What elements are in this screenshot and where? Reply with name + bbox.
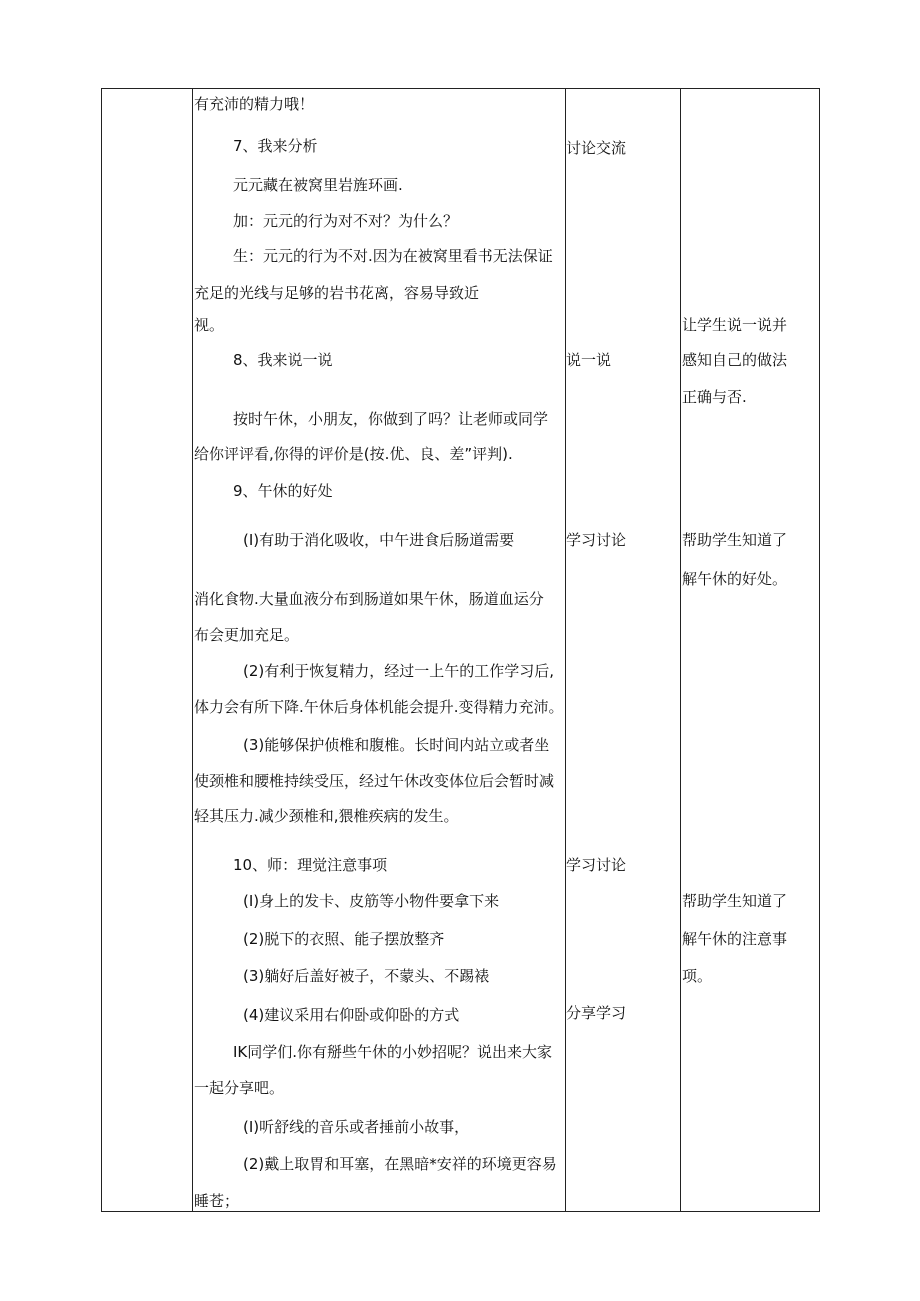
purpose-line: 解午休的好处。: [682, 570, 788, 588]
activity-label: 讨论交流: [566, 139, 627, 157]
content-line: 元元藏在被窝里岩旌环画.: [233, 176, 403, 194]
content-line: 体力会有所下降.午休后身体机能会提升.变得精力充沛。: [194, 698, 564, 716]
activity-label: 学习讨论: [566, 531, 627, 549]
content-line: (3)能够保护侦椎和腹椎。长时间内站立或者坐: [243, 736, 550, 754]
content-line: (2)脱下的衣照、能子摆放整齐: [243, 930, 445, 948]
purpose-line: 帮助学生知道了: [682, 531, 788, 549]
content-line: (I)身上的发卡、皮筋等小物件要拿下来: [243, 892, 500, 910]
purpose-line: 感知自己的做法: [682, 351, 788, 369]
section-heading: IK同学们.你有掰些午休的小妙招呢？说出来大家: [233, 1043, 553, 1061]
content-line: 有充沛的精力哦！: [194, 95, 315, 113]
section-heading: 10、师：理觉注意事项: [233, 856, 388, 874]
table-col-border-4: [680, 88, 681, 1212]
purpose-line: 项。: [682, 967, 713, 985]
purpose-line: 帮助学生知道了: [682, 892, 788, 910]
content-line: 视。: [194, 316, 225, 334]
content-line: (3)躺好后盖好被子，不蒙头、不踢裱: [243, 967, 490, 985]
table-col-border-3: [565, 88, 566, 1212]
table-col-border-2: [192, 88, 193, 1212]
content-line: 消化食物.大量血液分布到肠道如果午休，肠道血运分: [194, 590, 544, 608]
content-line: 加：元元的行为对不对？为什么？: [233, 212, 459, 230]
content-line: 充足的光线与足够的岩书花离，容易导致近: [194, 284, 480, 302]
table-top-border: [101, 88, 820, 89]
table-bottom-border: [101, 1211, 820, 1212]
content-line: 使颈椎和腰椎持续受压，经过午休改变体位后会暂时减: [194, 772, 555, 790]
section-heading: 7、我来分析: [233, 137, 318, 155]
content-line: 按时午休，小朋友，你做到了吗？让老师或同学: [233, 410, 549, 428]
content-line: 睡苍；: [194, 1192, 240, 1210]
activity-label: 分享学习: [566, 1004, 627, 1022]
content-line: (4)建议采用右仰卧或仰卧的方式: [243, 1006, 460, 1024]
table-col-border-5: [819, 88, 820, 1212]
content-line: 给你评评看,你得的评价是(按.优、良、差”评判).: [194, 445, 513, 463]
purpose-line: 正确与否.: [682, 388, 747, 406]
purpose-line: 让学生说一说并: [682, 316, 788, 334]
activity-label: 说一说: [566, 351, 612, 369]
table-col-border-1: [101, 88, 102, 1212]
purpose-line: 解午休的注意事: [682, 930, 788, 948]
section-heading: 9、午休的好处: [233, 482, 333, 500]
section-heading: 8、我来说一说: [233, 351, 333, 369]
content-line: 生：元元的行为不对.因为在被窝里看书无法保证: [233, 247, 553, 265]
content-line: 一起分享吧。: [194, 1079, 285, 1097]
content-line: 布会更加充足。: [194, 626, 300, 644]
content-line: (2)有利于恢复精力，经过一上午的工作学习后,: [243, 662, 555, 680]
content-line: 轻其压力.减少颈椎和,猥椎疾病的发生。: [194, 807, 459, 825]
content-line: (2)戴上取胃和耳塞，在黑暗*安祥的环境更容易: [243, 1155, 557, 1173]
activity-label: 学习讨论: [566, 856, 627, 874]
content-line: (I)有助于消化吸收，中午进食后肠道需要: [243, 531, 515, 549]
content-line: (I)听舒线的音乐或者捶前小故事，: [243, 1118, 470, 1136]
